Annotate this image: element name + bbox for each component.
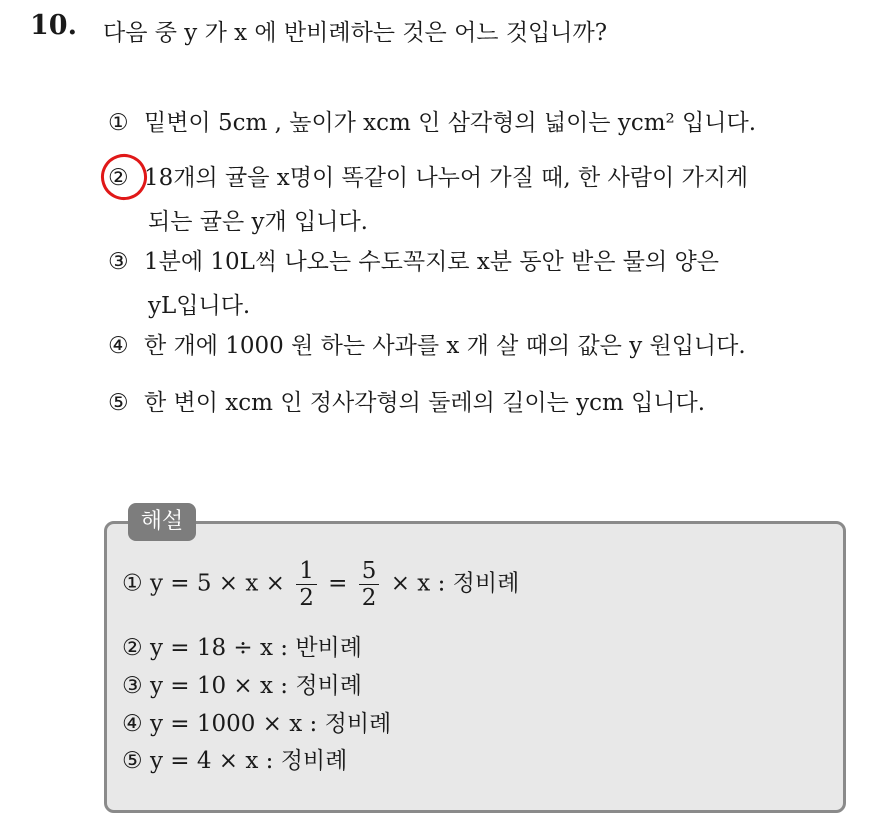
solution-5-result: 정비례 — [280, 748, 348, 774]
solution-5-mark: ⑤ — [122, 748, 143, 774]
solution-1-lhs: y = 5 × x × — [149, 570, 285, 597]
solution-2-expr: y = 18 ÷ x : — [149, 635, 289, 661]
option-4[interactable] — [108, 331, 746, 361]
solution-line-1 — [122, 558, 519, 611]
fraction-2-denominator: 2 — [361, 585, 377, 611]
solution-2-result: 반비례 — [295, 635, 362, 661]
option-4-mark: ④ — [108, 333, 129, 359]
option-3-text-line1: 1분에 10L씩 나오는 수도꼭지로 x분 동안 받은 물의 양은 — [144, 249, 719, 275]
option-2-text-line2: 되는 귤은 y개 입니다. — [148, 209, 368, 235]
solution-1-equals: = — [328, 570, 348, 597]
solution-4-mark: ④ — [122, 711, 143, 737]
option-2-text-line1: 18개의 귤을 x명이 똑같이 나누어 가질 때, 한 사람이 가지게 — [144, 165, 749, 191]
solution-5-expr: y = 4 × x : — [149, 748, 274, 774]
option-2-mark: ② — [108, 165, 129, 191]
solution-tag: 해설 — [128, 503, 196, 541]
solution-2-mark: ② — [122, 635, 143, 661]
option-5-mark: ⑤ — [108, 390, 129, 416]
solution-3-expr: y = 10 × x : — [149, 673, 289, 699]
question-number: 10. — [30, 10, 77, 41]
option-5-text: 한 변이 xcm 인 정사각형의 둘레의 길이는 ycm 입니다. — [144, 390, 706, 416]
fraction-1 — [296, 558, 317, 611]
option-2[interactable] — [108, 163, 748, 193]
option-3-mark: ③ — [108, 249, 129, 275]
fraction-2-numerator: 5 — [359, 558, 380, 585]
solution-3-result: 정비례 — [295, 673, 362, 699]
option-3-text-line2: yL입니다. — [148, 293, 251, 319]
solution-4-result: 정비례 — [324, 711, 392, 737]
solution-1-rhs: × x : — [390, 570, 446, 597]
solution-1-mark: ① — [122, 570, 143, 597]
fraction-1-numerator: 1 — [296, 558, 317, 585]
solution-3-mark: ③ — [122, 673, 143, 699]
option-1[interactable] — [108, 108, 756, 138]
option-1-text: 밑변이 5cm , 높이가 xcm 인 삼각형의 넓이는 ycm² 입니다. — [144, 110, 757, 136]
solution-4-expr: y = 1000 × x : — [149, 711, 318, 737]
fraction-2 — [359, 558, 380, 611]
question-text: 다음 중 y 가 x 에 반비례하는 것은 어느 것입니까? — [103, 20, 608, 46]
solution-line-2 — [122, 629, 362, 662]
fraction-1-denominator: 2 — [299, 585, 314, 611]
solution-line-3 — [122, 667, 362, 700]
option-5[interactable] — [108, 388, 705, 418]
solution-line-5 — [122, 742, 347, 775]
solution-line-4 — [122, 705, 391, 738]
option-4-text: 한 개에 1000 원 하는 사과를 x 개 살 때의 값은 y 원입니다. — [144, 333, 746, 359]
option-1-mark: ① — [108, 110, 129, 136]
option-3[interactable] — [108, 247, 719, 277]
solution-1-result: 정비례 — [452, 570, 520, 597]
